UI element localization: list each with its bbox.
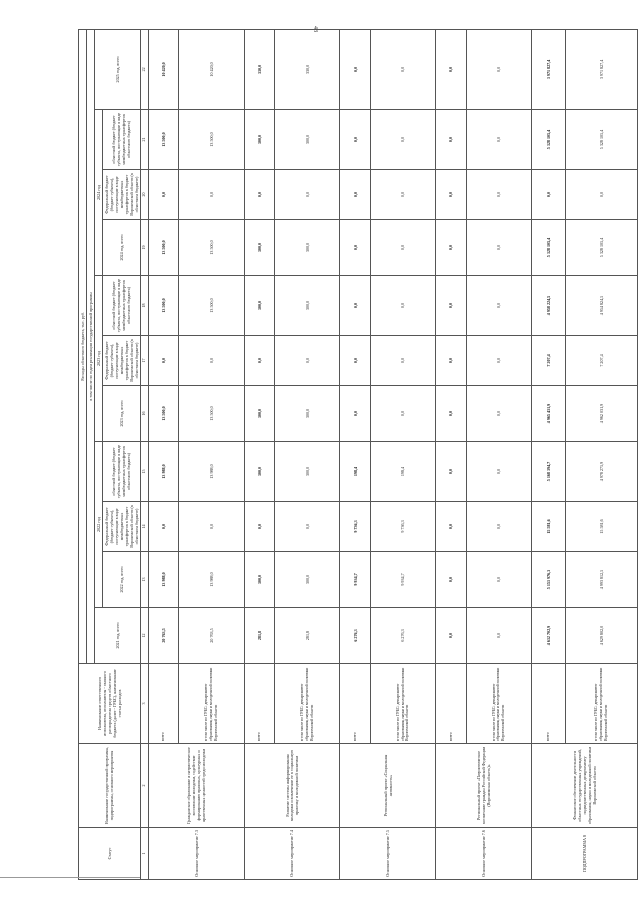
header-2024: 2024 год (94, 110, 102, 276)
header-2023: 2023 год (94, 276, 102, 442)
value-cell: 300,0 (244, 386, 274, 442)
value-cell: 13 500,0 (148, 276, 178, 336)
value-cell: 0,0 (340, 276, 370, 336)
value-cell: 0,0 (436, 442, 466, 502)
value-cell: 198,4 (340, 442, 370, 502)
index-cell: 20 (140, 170, 148, 220)
value-cell: 4 962 031,9 (565, 386, 638, 442)
row-executor-label: в том числе по ГРБС: департамент образования, науки и молодежной политики Воронежской области (466, 664, 532, 744)
value-cell: 0,0 (244, 502, 274, 552)
header-2022-fed: Федеральный бюджет (бюджет субъекта), поступающие в виде межбюджетных трансфертов в бюджет Воронежской области (в областном бюджете) (102, 502, 140, 552)
row-executor-label: всего (436, 664, 466, 744)
row-status: Основное мероприятие 7.4 (244, 828, 340, 880)
value-cell: 7 207,4 (565, 336, 638, 386)
value-cell: 0,0 (340, 29, 370, 109)
value-cell: 13 988,0 (148, 442, 178, 502)
value-cell: 3 971 827,4 (532, 29, 565, 109)
header-2022-reg: областной бюджет (бюджет субъекта, поступающие в виде межбюджетных трансфертов областного бюджета) (102, 442, 140, 502)
row-executor-label: всего (532, 664, 565, 744)
value-cell: 0,0 (466, 442, 532, 502)
value-cell: 0,0 (565, 170, 638, 220)
value-cell: 0,0 (436, 276, 466, 336)
row-executor-label: в том числе по ГРБС: департамент образования, науки и молодежной политики Воронежской области (274, 664, 340, 744)
value-cell: 13 500,0 (178, 386, 244, 442)
header-2022-total: 2022 год, всего (102, 552, 140, 608)
value-cell: 4 954 824,5 (565, 276, 638, 336)
value-cell: 10 420,0 (148, 29, 178, 109)
index-cell: 2 (140, 744, 148, 828)
value-cell: 0,0 (274, 502, 340, 552)
value-cell: 281,8 (244, 608, 274, 664)
header-2021-total: 2021 год, всего (94, 608, 140, 664)
value-cell: 5 153 976,3 (532, 552, 565, 608)
value-cell: 6 276,3 (370, 608, 436, 664)
value-cell: 0,0 (436, 336, 466, 386)
value-cell: 0,0 (466, 276, 532, 336)
value-cell: 198,4 (370, 442, 436, 502)
value-cell: 0,0 (340, 110, 370, 170)
header-2024-reg: областной бюджет (бюджет субъекта, поступающие в виде межбюджетных трансфертов областного бюджета) (102, 110, 140, 170)
value-cell: 20 763,5 (148, 608, 178, 664)
table-row (244, 29, 274, 879)
table-row (532, 29, 565, 879)
value-cell: 300,0 (244, 220, 274, 276)
value-cell: 0,0 (370, 170, 436, 220)
header-2023-total: 2023 год, всего (102, 386, 140, 442)
value-cell: 15 581,6 (532, 502, 565, 552)
value-cell: 0,0 (148, 502, 178, 552)
row-executor-label: в том числе по ГРБС: департамент образования, науки и молодежной политики Воронежской области (565, 664, 638, 744)
row-program-name: Развитие системы информирования молодежи и вовлечение ее в социальную практику и молодежной политики (244, 744, 340, 828)
value-cell: 5 328 105,4 (565, 110, 638, 170)
value-cell: 330,0 (244, 29, 274, 109)
value-cell: 0,0 (436, 220, 466, 276)
value-cell: 10 420,0 (178, 29, 244, 109)
value-cell: 0,0 (370, 336, 436, 386)
value-cell: 5 168 394,7 (532, 442, 565, 502)
row-status: Основное мероприятие 7.6 (436, 828, 532, 880)
row-program-name: Региональный проект «Социальная активность» (340, 744, 436, 828)
value-cell: 4 965 431,9 (532, 386, 565, 442)
value-cell: 20 763,5 (178, 608, 244, 664)
index-cell: 22 (140, 29, 148, 109)
header-status: Статус (79, 828, 141, 880)
value-cell: 0,0 (436, 170, 466, 220)
row-executor-label: в том числе по ГРБС: департамент образования, науки и молодежной политики Воронежской области (370, 664, 436, 744)
value-cell: 281,8 (274, 608, 340, 664)
value-cell: 0,0 (466, 170, 532, 220)
header-2022: 2022 год (94, 442, 102, 608)
value-cell: 0,0 (466, 386, 532, 442)
value-cell: 0,0 (148, 170, 178, 220)
value-cell: 0,0 (466, 29, 532, 109)
value-cell: 0,0 (370, 220, 436, 276)
value-cell: 300,0 (274, 110, 340, 170)
value-cell: 4 993 812,5 (565, 552, 638, 608)
budget-table (78, 29, 638, 880)
value-cell: 330,0 (274, 29, 340, 109)
value-cell: 13 500,0 (178, 276, 244, 336)
value-cell: 7 207,4 (532, 336, 565, 386)
row-status: Основное мероприятие 7.3 (148, 828, 244, 880)
value-cell: 13 500,0 (178, 110, 244, 170)
index-cell: 3 (140, 664, 148, 744)
value-cell: 9 736,3 (340, 502, 370, 552)
value-cell: 9 736,3 (370, 502, 436, 552)
index-cell: 12 (140, 608, 148, 664)
value-cell: 0,0 (466, 552, 532, 608)
value-cell: 13 500,0 (148, 110, 178, 170)
table-body (148, 29, 637, 879)
value-cell: 0,0 (370, 386, 436, 442)
value-cell: 5 328 105,4 (532, 110, 565, 170)
header-program-name: Наименование государственной программы, подпрограммы, основного мероприятия (79, 744, 141, 828)
header-2024-total: 2024 год, всего (102, 220, 140, 276)
value-cell: 0,0 (244, 336, 274, 386)
value-cell: 0,0 (274, 336, 340, 386)
value-cell: 0,0 (244, 170, 274, 220)
value-cell: 6 276,3 (340, 608, 370, 664)
value-cell: 5 328 105,4 (532, 220, 565, 276)
value-cell: 0,0 (370, 110, 436, 170)
value-cell: 0,0 (436, 29, 466, 109)
value-cell: 0,0 (466, 502, 532, 552)
index-cell: 15 (140, 442, 148, 502)
value-cell: 0,0 (178, 336, 244, 386)
index-cell: 13 (140, 552, 148, 608)
value-cell: 0,0 (274, 170, 340, 220)
value-cell: 0,0 (370, 29, 436, 109)
value-cell: 4 958 224,5 (532, 276, 565, 336)
index-cell: 16 (140, 386, 148, 442)
value-cell: 0,0 (340, 336, 370, 386)
value-cell: 0,0 (466, 336, 532, 386)
row-status: ПОДПРОГРАММА 8 (532, 828, 638, 880)
value-cell: 0,0 (178, 502, 244, 552)
index-cell: 17 (140, 336, 148, 386)
row-executor-label: всего (148, 664, 178, 744)
value-cell: 0,0 (340, 170, 370, 220)
value-cell: 0,0 (370, 276, 436, 336)
value-cell: 0,0 (148, 336, 178, 386)
value-cell: 0,0 (466, 220, 532, 276)
footer-rule (0, 877, 140, 878)
header-executor: Наименование ответственного исполнителя, исполнителя - главного распорядителя средств областного бюджета (далее - ГРБС), наименование статьи расходов (79, 664, 141, 744)
value-cell: 0,0 (436, 386, 466, 442)
value-cell: 300,0 (244, 552, 274, 608)
value-cell: 0,0 (436, 552, 466, 608)
value-cell: 0,0 (436, 608, 466, 664)
row-status: Основное мероприятие 7.5 (340, 828, 436, 880)
value-cell: 9 934,7 (340, 552, 370, 608)
header-expenses-title: Расходы областного бюджета, тыс. руб. (79, 29, 87, 663)
index-cell: 19 (140, 220, 148, 276)
row-executor-label: всего (340, 664, 370, 744)
table-row (340, 29, 370, 879)
value-cell: 13 988,0 (148, 552, 178, 608)
value-cell: 0,0 (340, 220, 370, 276)
page-number: 48 (312, 26, 318, 32)
value-cell: 0,0 (466, 110, 532, 170)
value-cell: 15 581,6 (565, 502, 638, 552)
value-cell: 3 971 827,4 (565, 29, 638, 109)
value-cell: 9 934,7 (370, 552, 436, 608)
column-index-row (140, 29, 148, 879)
header-2023-reg: областной бюджет (бюджет субъекта, поступающие в виде межбюджетных трансфертов областного бюджета) (102, 276, 140, 336)
value-cell: 13 500,0 (178, 220, 244, 276)
index-cell: 14 (140, 502, 148, 552)
value-cell: 300,0 (244, 276, 274, 336)
row-executor-label: всего (244, 664, 274, 744)
value-cell: 4 629 802,0 (565, 608, 638, 664)
value-cell: 300,0 (244, 442, 274, 502)
value-cell: 300,0 (274, 552, 340, 608)
value-cell: 0,0 (436, 502, 466, 552)
value-cell: 13 500,0 (148, 220, 178, 276)
value-cell: 0,0 (178, 170, 244, 220)
index-cell: 21 (140, 110, 148, 170)
index-cell: 1 (140, 828, 148, 880)
value-cell: 4 632 702,9 (532, 608, 565, 664)
value-cell: 0,0 (532, 170, 565, 220)
row-executor-label: в том числе по ГРБС: департамент образования, науки и молодежной политики Воронежской области (178, 664, 244, 744)
index-cell: 18 (140, 276, 148, 336)
value-cell: 13 500,0 (148, 386, 178, 442)
header-2024-fed: Федеральный бюджет (бюджет субъекта), поступающие в виде межбюджетных трансфертов в бюджет Воронежской области (в областном бюджете) (102, 170, 140, 220)
value-cell: 300,0 (274, 442, 340, 502)
value-cell: 0,0 (436, 110, 466, 170)
value-cell: 300,0 (244, 110, 274, 170)
value-cell: 0,0 (340, 386, 370, 442)
table-row (148, 29, 178, 879)
row-program-name: Гражданское образование и патриотическое воспитание молодежи, содействие формированию правовых, культурных и нравственных ценностей среди молодежи (148, 744, 244, 828)
row-program-name: Региональный проект «Патриотическое воспитание граждан Российской Федерации (Воронежская область)» (436, 744, 532, 828)
table-row (436, 29, 466, 879)
budget-table-rotated (78, 30, 638, 880)
value-cell: 5 328 105,4 (565, 220, 638, 276)
value-cell: 4 978 275,9 (565, 442, 638, 502)
value-cell: 0,0 (466, 608, 532, 664)
header-2025-total: 2025 год, всего (94, 29, 140, 109)
value-cell: 13 988,0 (178, 552, 244, 608)
value-cell: 300,0 (274, 276, 340, 336)
header-by-years: в том числе по годам реализации государственной программы (86, 29, 94, 663)
row-program-name: Финансовое обеспечение деятельности областных государственных учреждений, подведомственных департаменту образования, науки и молодежной политики Воронежской области (532, 744, 638, 828)
header-2023-fed: Федеральный бюджет (бюджет субъекта), поступающие в виде межбюджетных трансфертов в бюджет Воронежской области (в областном бюджете) (102, 336, 140, 386)
value-cell: 13 988,0 (178, 442, 244, 502)
value-cell: 300,0 (274, 386, 340, 442)
value-cell: 300,0 (274, 220, 340, 276)
